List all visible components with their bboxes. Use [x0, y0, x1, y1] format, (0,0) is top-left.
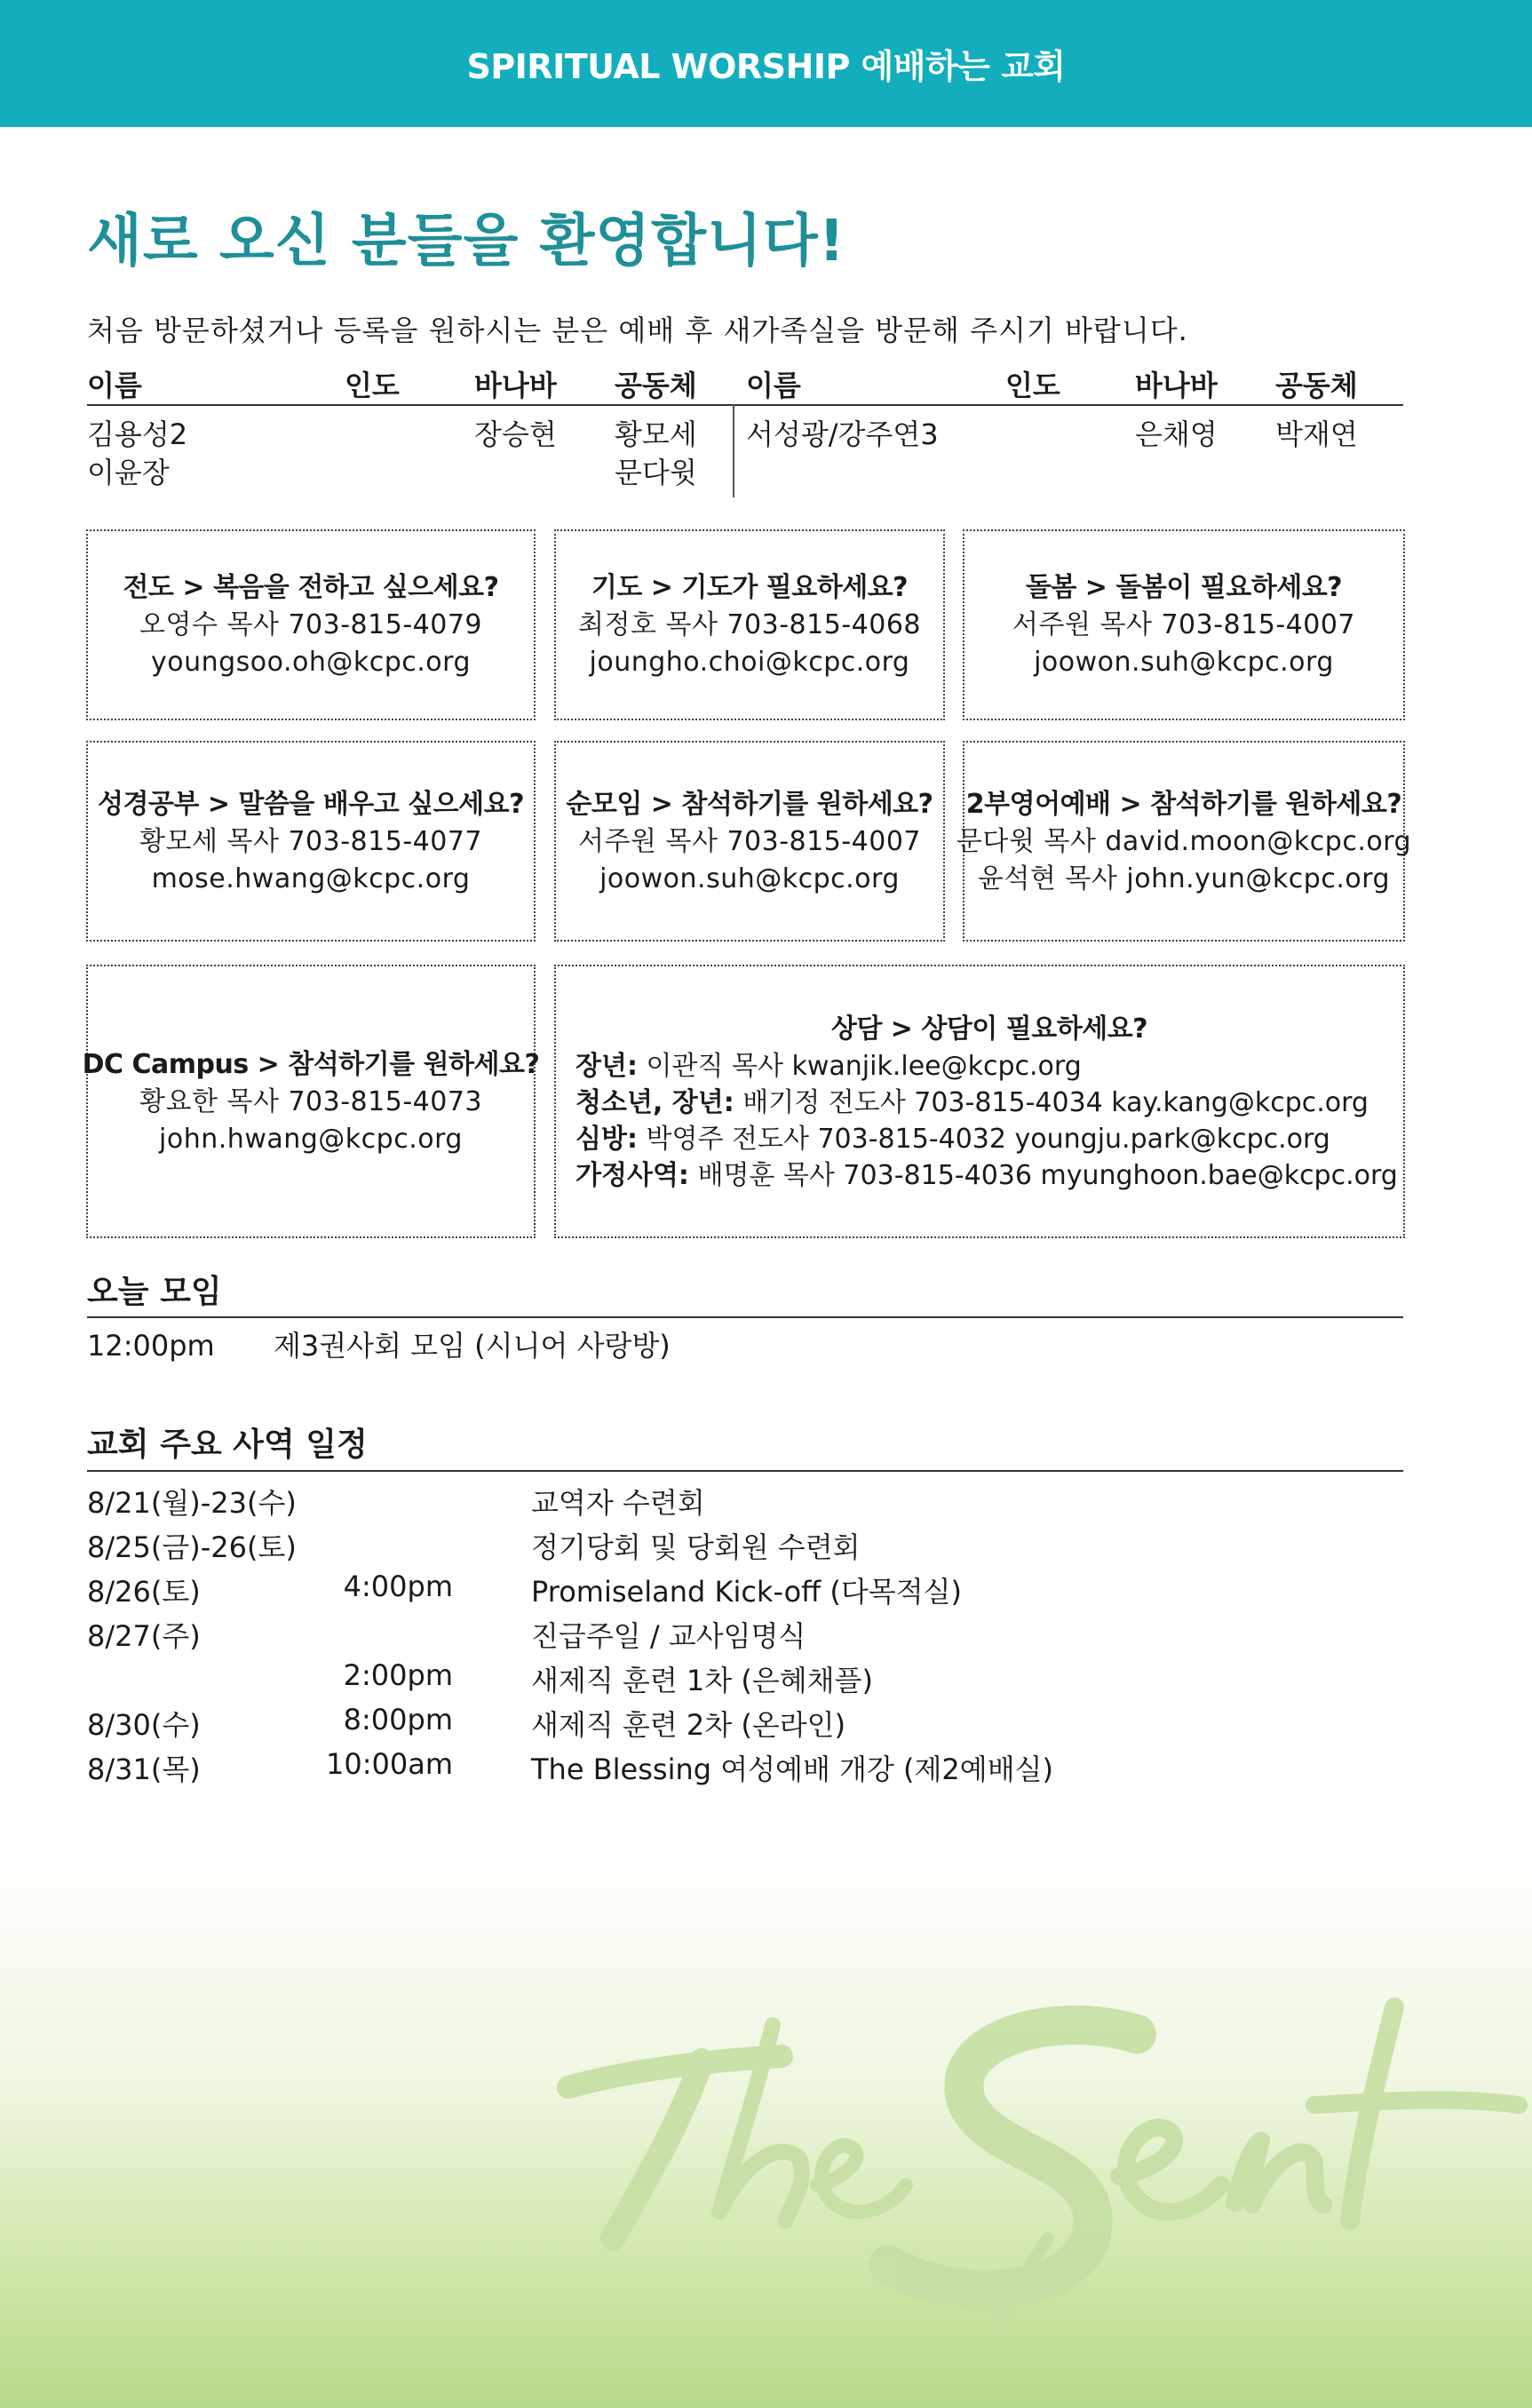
meeting-event: 제3권사회 모임 (시니어 사랑방) — [274, 1329, 671, 1363]
col-name: 이름 — [87, 369, 142, 402]
community-name: 문다윗 — [615, 456, 697, 489]
contact-box-dc-campus — [82, 965, 540, 1238]
schedule-row — [87, 1703, 1403, 1747]
newcomer-name: 김용성2 — [87, 417, 188, 451]
col-community: 공동체 — [615, 369, 697, 402]
schedule-row — [87, 1658, 1403, 1703]
contact-box-care — [963, 529, 1405, 720]
box-title: DC Campus > 참석하기를 원하세요? — [82, 1048, 540, 1080]
col-barnabas: 바나바 — [474, 369, 557, 402]
contact-box-english-service — [956, 741, 1412, 942]
schedule-date: 8/25(금)-26(토) — [87, 1530, 297, 1564]
counseling-label: 장년: — [575, 1050, 638, 1082]
box-contact-email[interactable]: joungho.choi@kcpc.org — [589, 647, 910, 678]
schedule-row — [87, 1747, 1403, 1792]
the-sent-logo — [551, 1972, 1528, 2345]
schedule-row — [87, 1481, 1403, 1525]
box-contact-email[interactable]: youngsoo.oh@kcpc.org — [150, 647, 472, 678]
box-contact-phone: 서주원 목사 703-815-4007 — [578, 825, 921, 857]
newcomer-table-header — [87, 360, 1403, 406]
schedule-event: 정기당회 및 당회원 수련회 — [531, 1530, 861, 1564]
newcomer-barnabas-left: 장승현 — [474, 417, 557, 451]
counseling-text: 박영주 전도사 703-815-4032 youngju.park@kcpc.org — [637, 1123, 1330, 1155]
contact-box-counseling — [554, 965, 1405, 1238]
schedule-title: 교회 주요 사역 일정 — [87, 1427, 368, 1463]
schedule-event: 새제직 훈련 1차 (은혜채플) — [531, 1664, 873, 1697]
counseling-text: 배명훈 목사 703-815-4036 myunghoon.bae@kcpc.org — [688, 1159, 1398, 1191]
schedule-row — [87, 1525, 1403, 1570]
schedule-time: 10:00am — [326, 1747, 453, 1781]
schedule-row — [87, 1570, 1403, 1614]
box-contact-phone: 오영수 목사 703-815-4079 — [139, 609, 482, 640]
contact-box-small-group — [554, 741, 945, 942]
box-contact-phone: 서주원 목사 703-815-4007 — [1012, 609, 1355, 640]
counseling-row — [575, 1121, 1330, 1157]
box-title: 2부영어예배 > 참석하기를 원하세요? — [965, 788, 1402, 820]
box-title: 순모임 > 참석하기를 원하세요? — [566, 788, 933, 820]
contact-box-evangelism — [86, 529, 536, 720]
box-contact-phone: 황요한 목사 703-815-4073 — [139, 1085, 482, 1117]
schedule-time: 8:00pm — [343, 1703, 453, 1736]
counseling-row — [575, 1085, 1369, 1121]
box-title: 기도 > 기도가 필요하세요? — [591, 572, 909, 603]
meeting-time: 12:00pm — [87, 1329, 215, 1363]
counseling-text: 이관직 목사 kwanjik.lee@kcpc.org — [637, 1050, 1082, 1082]
counseling-label: 가정사역: — [575, 1159, 689, 1191]
newcomer-names-right — [746, 416, 939, 454]
newcomer-divider — [733, 404, 734, 497]
counseling-row — [575, 1157, 1398, 1194]
box-title: 전도 > 복음을 전하고 싶으세요? — [123, 572, 499, 603]
newcomer-names-left — [87, 416, 187, 492]
schedule-event: 교역자 수련회 — [531, 1486, 705, 1520]
box-title: 성경공부 > 말씀을 배우고 싶으세요? — [97, 788, 525, 820]
schedule-date: 8/30(수) — [87, 1708, 201, 1742]
box-contact-email[interactable]: joowon.suh@kcpc.org — [599, 862, 900, 894]
box-title: 상담 > 상담이 필요하세요? — [830, 1013, 1148, 1045]
col-guide: 인도 — [345, 369, 400, 402]
counseling-text: 배기정 전도사 703-815-4034 kay.kang@kcpc.org — [734, 1086, 1369, 1118]
counseling-label: 청소년, 장년: — [575, 1086, 734, 1118]
header-title: SPIRITUAL WORSHIP 예배하는 교회 — [466, 47, 1066, 86]
box-title: 돌봄 > 돌봄이 필요하세요? — [1025, 572, 1343, 603]
welcome-title: 새로 오신 분들을 환영합니다! — [87, 209, 845, 274]
welcome-intro: 처음 방문하셨거나 등록을 원하시는 분은 예배 후 새가족실을 방문해 주시기 바랍니다. — [87, 314, 1188, 347]
box-contact-phone: 최정호 목사 703-815-4068 — [578, 609, 921, 640]
col-barnabas: 바나바 — [1135, 369, 1218, 402]
box-contact-email[interactable]: mose.hwang@kcpc.org — [151, 862, 471, 894]
newcomer-barnabas-right: 은채영 — [1135, 417, 1218, 451]
schedule-rule — [87, 1470, 1403, 1472]
counseling-label: 심방: — [575, 1123, 638, 1155]
box-contact-phone: 황모세 목사 703-815-4077 — [139, 825, 482, 857]
contact-box-prayer — [554, 529, 945, 720]
community-name: 박재연 — [1275, 417, 1358, 451]
schedule-row — [87, 1614, 1403, 1658]
col-name: 이름 — [746, 369, 801, 402]
schedule-event: 진급주일 / 교사임명식 — [531, 1619, 806, 1653]
newcomer-table — [87, 360, 1403, 497]
today-meeting-row — [87, 1323, 671, 1364]
box-contact-email[interactable]: john.hwang@kcpc.org — [159, 1123, 463, 1155]
schedule-event: The Blessing 여성예배 개강 (제2예배실) — [531, 1752, 1054, 1786]
schedule-date: 8/31(목) — [87, 1752, 201, 1786]
col-community: 공동체 — [1275, 369, 1358, 402]
schedule-date: 8/21(월)-23(수) — [87, 1486, 297, 1520]
box-contact-email[interactable]: joowon.suh@kcpc.org — [1034, 647, 1334, 678]
schedule-time: 2:00pm — [343, 1658, 453, 1692]
contact-box-bible-study — [86, 741, 536, 942]
today-meeting-title: 오늘 모임 — [87, 1274, 222, 1310]
box-contact-line: 윤석현 목사 john.yun@kcpc.org — [977, 862, 1391, 894]
header-bar — [0, 0, 1532, 127]
schedule-event: 새제직 훈련 2차 (온라인) — [531, 1708, 846, 1742]
schedule-event: Promiseland Kick-off (다목적실) — [531, 1575, 963, 1609]
box-contact-line: 문다윗 목사 david.moon@kcpc.org — [956, 825, 1412, 857]
today-meeting-rule — [87, 1316, 1403, 1318]
community-name: 황모세 — [615, 417, 697, 451]
newcomer-community-right — [1275, 416, 1358, 454]
newcomer-community-left — [615, 416, 697, 492]
counseling-row — [575, 1048, 1082, 1085]
col-guide: 인도 — [1005, 369, 1060, 402]
schedule-date: 8/27(주) — [87, 1619, 201, 1653]
schedule-time: 4:00pm — [343, 1570, 453, 1603]
schedule-date: 8/26(토) — [87, 1575, 201, 1609]
newcomer-name: 이윤장 — [87, 456, 170, 489]
newcomer-name: 서성광/강주연3 — [746, 417, 939, 451]
